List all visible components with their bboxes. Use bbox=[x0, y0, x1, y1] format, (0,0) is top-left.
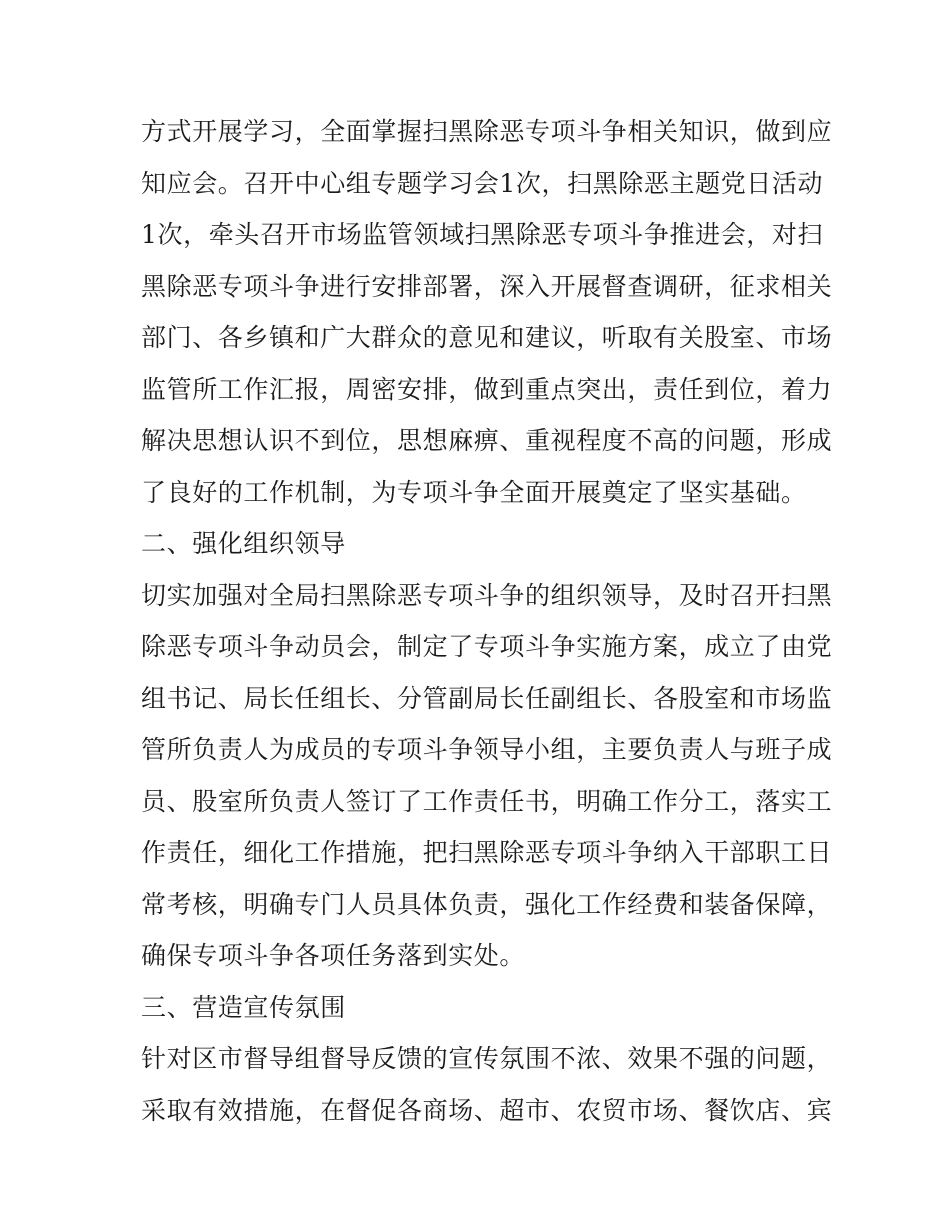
paragraph-line: 常考核，明确专门人员具体负责，强化工作经费和装备保障， bbox=[141, 889, 833, 919]
paragraph-line: 了良好的工作机制，为专项斗争全面开展奠定了坚实基础。 bbox=[141, 477, 807, 507]
section-heading: 三、营造宣传氛围 bbox=[141, 992, 346, 1022]
paragraph-line: 除恶专项斗争动员会，制定了专项斗争实施方案，成立了由党 bbox=[141, 632, 833, 661]
paragraph-line: 员、股室所负责人签订了工作责任书，明确工作分工，落实工 bbox=[141, 786, 833, 816]
paragraph-line: 部门、各乡镇和广大群众的意见和建议，听取有关股室、市场 bbox=[141, 323, 833, 352]
paragraph-line: 针对区市督导组督导反馈的宣传氛围不浓、效果不强的问题， bbox=[141, 1044, 833, 1073]
paragraph-line: 管所负责人为成员的专项斗争领导小组，主要负责人与班子成 bbox=[141, 735, 833, 764]
paragraph-line: 黑除恶专项斗争进行安排部署，深入开展督查调研，征求相关 bbox=[141, 271, 833, 301]
paragraph-line: 方式开展学习，全面掌握扫黑除恶专项斗争相关知识，做到应 bbox=[141, 117, 833, 146]
paragraph-line: 1次，牵头召开市场监管领域扫黑除恶专项斗争推进会，对扫 bbox=[141, 220, 824, 249]
paragraph-line: 组书记、局长任组长、分管副局长任副组长、各股室和市场监 bbox=[141, 683, 833, 713]
paragraph-line: 作责任，细化工作措施，把扫黑除恶专项斗争纳入干部职工日 bbox=[141, 838, 833, 867]
section-heading: 二、强化组织领导 bbox=[141, 529, 346, 558]
paragraph-line: 监管所工作汇报，周密安排，做到重点突出，责任到位，着力 bbox=[141, 374, 833, 404]
document-body bbox=[141, 106, 833, 1136]
paragraph-line: 切实加强对全局扫黑除恶专项斗争的组织领导，及时召开扫黑 bbox=[141, 580, 833, 610]
paragraph-line: 确保专项斗争各项任务落到实处。 bbox=[141, 941, 526, 970]
paragraph-line: 采取有效措施，在督促各商场、超市、农贸市场、餐饮店、宾 bbox=[141, 1095, 833, 1125]
paragraph-line: 知应会。召开中心组专题学习会1次，扫黑除恶主题党日活动 bbox=[141, 168, 824, 198]
paragraph-line: 解决思想认识不到位，思想麻痹、重视程度不高的问题，形成 bbox=[141, 426, 833, 455]
